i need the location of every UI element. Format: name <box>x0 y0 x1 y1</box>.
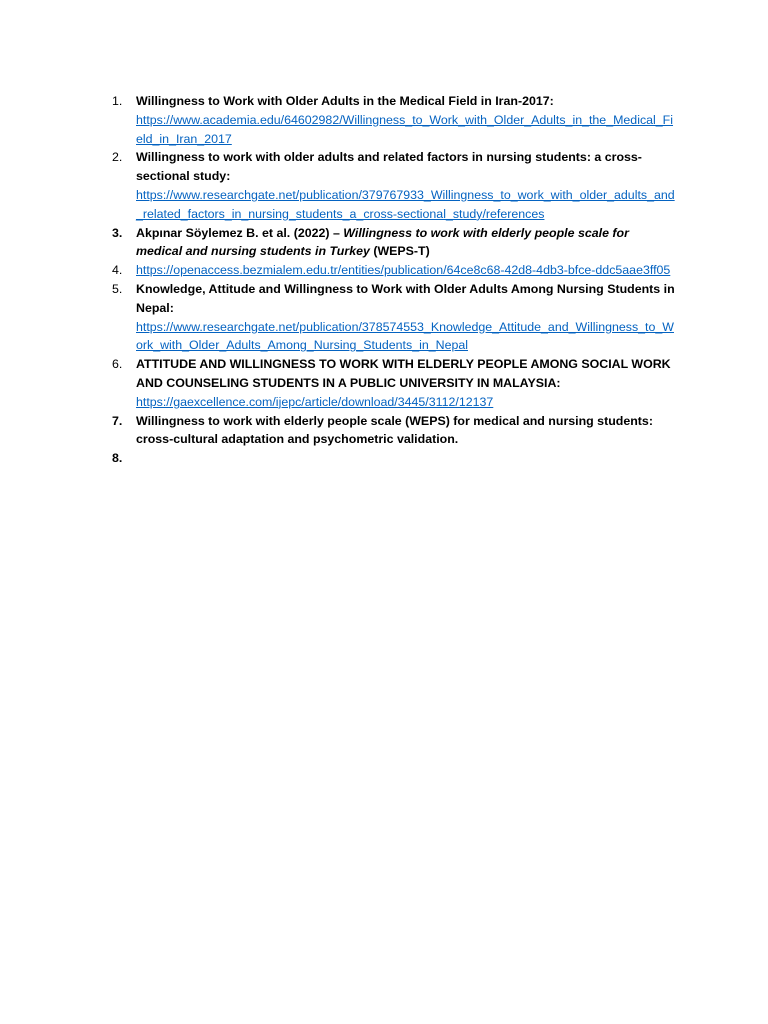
reference-item-7 <box>112 412 678 450</box>
reference-link[interactable]: https://gaexcellence.com/ijepc/article/download/3445/3112/12137 <box>136 394 494 409</box>
reference-number: 1. <box>112 94 123 108</box>
reference-link[interactable]: https://www.researchgate.net/publication/378574553_Knowledge_Attitude_and_Willingness_to_Work_with_Older_Adults_Among_Nursing_Students_in_Nepal <box>136 319 674 353</box>
reference-title: ATTITUDE AND WILLINGNESS TO WORK WITH ELDERLY PEOPLE AMONG SOCIAL WORK AND COUNSELING STUDENTS IN A PUBLIC UNIVERSITY IN MALAYSIA: <box>136 357 671 390</box>
reference-title: Willingness to work with elderly people scale for medical and nursing students in Turkey <box>136 225 629 259</box>
reference-number: 7. <box>112 413 123 428</box>
reference-title: Knowledge, Attitude and Willingness to Work with Older Adults Among Nursing Students in Nepal: <box>136 281 675 315</box>
reference-number: 6. <box>112 357 123 372</box>
reference-link[interactable]: https://openaccess.bezmialem.edu.tr/entities/publication/64ce8c68-42d8-4db3-bfce-ddc5aae3ff05 <box>136 263 671 278</box>
reference-title: Willingness to work with elderly people scale (WEPS) for medical and nursing students: cross-cultural adaptation and psychometric validation. <box>136 413 653 447</box>
reference-number: 4. <box>112 263 123 278</box>
reference-link[interactable]: https://www.academia.edu/64602982/Willingness_to_Work_with_Older_Adults_in_the_Medical_Field_in_Iran_2017 <box>136 112 674 146</box>
reference-item-1 <box>112 92 678 148</box>
reference-title: Willingness to work with older adults and related factors in nursing students: a cross-sectional study: <box>136 150 642 184</box>
reference-item-8 <box>112 449 678 468</box>
reference-title: Willingness to Work with Older Adults in the Medical Field in Iran-2017: <box>136 94 554 108</box>
reference-item-3 <box>112 224 678 262</box>
reference-list <box>112 92 678 468</box>
reference-item-2 <box>112 148 678 223</box>
reference-item-5 <box>112 280 678 355</box>
reference-item-6 <box>112 355 678 411</box>
empty-entry <box>136 451 139 465</box>
reference-suffix: (WEPS-T) <box>369 244 430 259</box>
reference-number: 3. <box>112 225 123 240</box>
reference-number: 5. <box>112 281 123 296</box>
reference-item-4 <box>112 261 678 280</box>
reference-author: Akpınar Söylemez B. et al. (2022) – <box>136 225 344 240</box>
reference-link[interactable]: https://www.researchgate.net/publication/379767933_Willingness_to_work_with_older_adults_and_related_factors_in_nursing_students_a_cross-sectional_study/references <box>136 187 675 221</box>
reference-number: 8. <box>112 451 123 466</box>
reference-number: 2. <box>112 150 123 165</box>
